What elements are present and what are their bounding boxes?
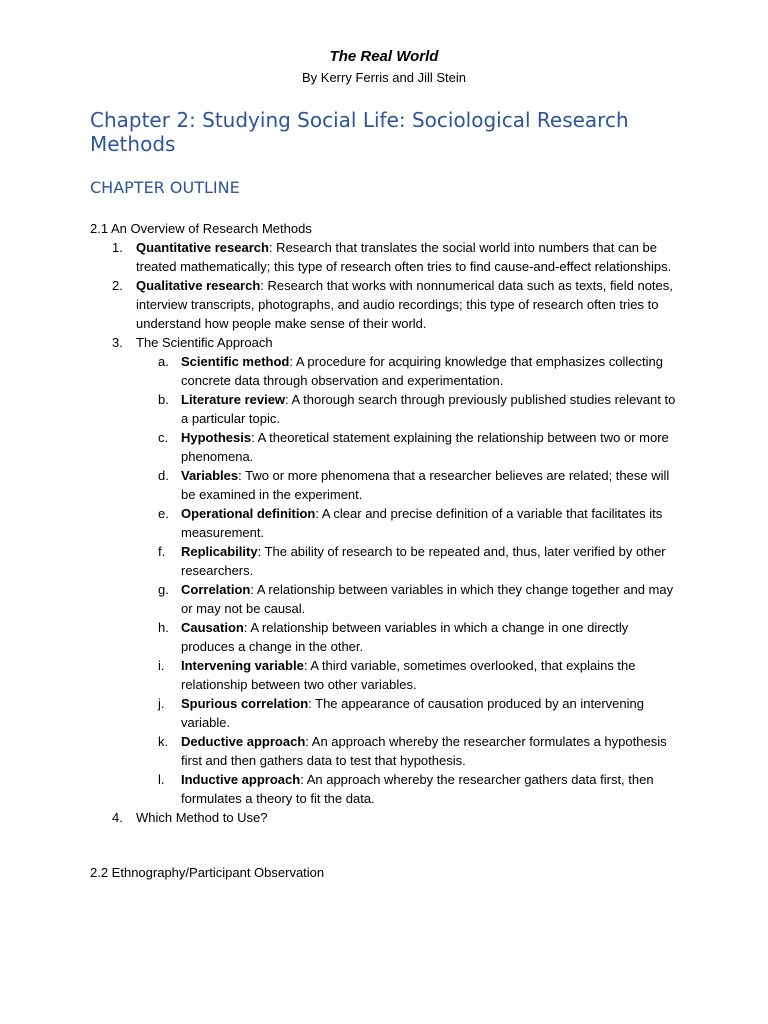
item-term: Qualitative research	[136, 278, 261, 293]
item-definition: : Research that translates the social world into numbers that can be treated mathematically; this type of research often tries to find cause-and-effect relationships.	[136, 240, 672, 274]
subitem-definition: : A clear and precise definition of a variable that facilitates its measurement.	[181, 506, 663, 540]
subitem-definition: : A relationship between variables in which a change in one directly produces a change in the other.	[181, 620, 629, 654]
subitem-letter: b.	[158, 392, 169, 407]
outline-item	[0, 808, 676, 827]
subitem-term: Operational definition	[181, 506, 316, 521]
subitem-letter: i.	[158, 658, 165, 673]
subitem-definition: : A procedure for acquiring knowledge that emphasizes collecting concrete data through observation and experimentation.	[181, 354, 663, 388]
subitem-term: Scientific method	[181, 354, 290, 369]
item-text: Which Method to Use?	[136, 810, 268, 825]
subitem-definition: : An approach whereby the researcher formulates a hypothesis first and then gathers data to test that hypothesis.	[181, 734, 667, 768]
subitem-term: Correlation	[181, 582, 251, 597]
subitem-definition: : The ability of research to be repeated and, thus, later verified by other researchers.	[181, 544, 666, 578]
outline-heading: CHAPTER OUTLINE	[90, 178, 240, 197]
subitem-term: Literature review	[181, 392, 286, 407]
section-heading-2-2: 2.2 Ethnography/Participant Observation	[90, 865, 325, 880]
outline-subitem	[0, 694, 676, 732]
subitem-term: Deductive approach	[181, 734, 306, 749]
subitem-term: Hypothesis	[181, 430, 252, 445]
subitem-definition: : A third variable, sometimes overlooked, that explains the relationship between two other variables.	[181, 658, 636, 692]
subitem-letter: c.	[158, 430, 169, 445]
outline-subitem	[0, 732, 676, 770]
subitem-letter: e.	[158, 506, 169, 521]
subitem-term: Inductive approach	[181, 772, 301, 787]
section-heading-2-1: 2.1 An Overview of Research Methods	[90, 221, 312, 236]
subitem-definition: : A thorough search through previously published studies relevant to a particular topic.	[181, 392, 676, 426]
subitem-definition: : A theoretical statement explaining the relationship between two or more phenomena.	[181, 430, 669, 464]
subitem-term: Spurious correlation	[181, 696, 309, 711]
subitem-letter: a.	[158, 354, 169, 369]
outline-subitem	[0, 352, 676, 390]
outline-list	[0, 238, 768, 827]
subitem-term: Causation	[181, 620, 244, 635]
subitem-definition: : The appearance of causation produced by an intervening variable.	[181, 696, 644, 730]
outline-subitem	[0, 656, 676, 694]
item-definition: : Research that works with nonnumerical data such as texts, field notes, interview transcripts, photographs, and audio recordings; this type of research often tries to understand how people make sense of their world.	[136, 278, 673, 331]
subitem-term: Variables	[181, 468, 239, 483]
outline-item	[0, 333, 676, 352]
outline-subitem	[0, 542, 676, 580]
outline-item	[0, 276, 676, 333]
outline-subitem	[0, 770, 676, 808]
outline-item	[0, 238, 676, 276]
subitem-letter: k.	[158, 734, 169, 749]
subitem-letter: j.	[158, 696, 165, 711]
book-title: The Real World	[329, 48, 439, 65]
outline-subitem	[0, 618, 676, 656]
chapter-title: Chapter 2: Studying Social Life: Sociological Research Methods	[90, 108, 629, 156]
subitem-term: Replicability	[181, 544, 258, 559]
outline-subitem	[0, 580, 676, 618]
subitem-definition: : Two or more phenomena that a researcher believes are related; these will be examined in the experiment.	[181, 468, 670, 502]
item-number: 4.	[112, 810, 123, 825]
subitem-letter: h.	[158, 620, 169, 635]
outline-subitem	[0, 466, 676, 504]
subitem-letter: f.	[158, 544, 166, 559]
outline-subitem	[0, 390, 676, 428]
subitem-term: Intervening variable	[181, 658, 304, 673]
item-text: The Scientific Approach	[136, 335, 273, 350]
subitem-letter: d.	[158, 468, 169, 483]
subitem-letter: l.	[158, 772, 165, 787]
subitem-letter: g.	[158, 582, 169, 597]
item-number: 1.	[112, 240, 123, 255]
outline-subitem	[0, 504, 676, 542]
subitem-definition: : An approach whereby the researcher gathers data first, then formulates a theory to fit the data.	[181, 772, 654, 806]
subitem-definition: : A relationship between variables in which they change together and may or may not be causal.	[181, 582, 674, 616]
item-number: 2.	[112, 278, 123, 293]
authors-line: By Kerry Ferris and Jill Stein	[302, 70, 466, 85]
item-number: 3.	[112, 335, 123, 350]
item-term: Quantitative research	[136, 240, 269, 255]
outline-subitem	[0, 428, 676, 466]
